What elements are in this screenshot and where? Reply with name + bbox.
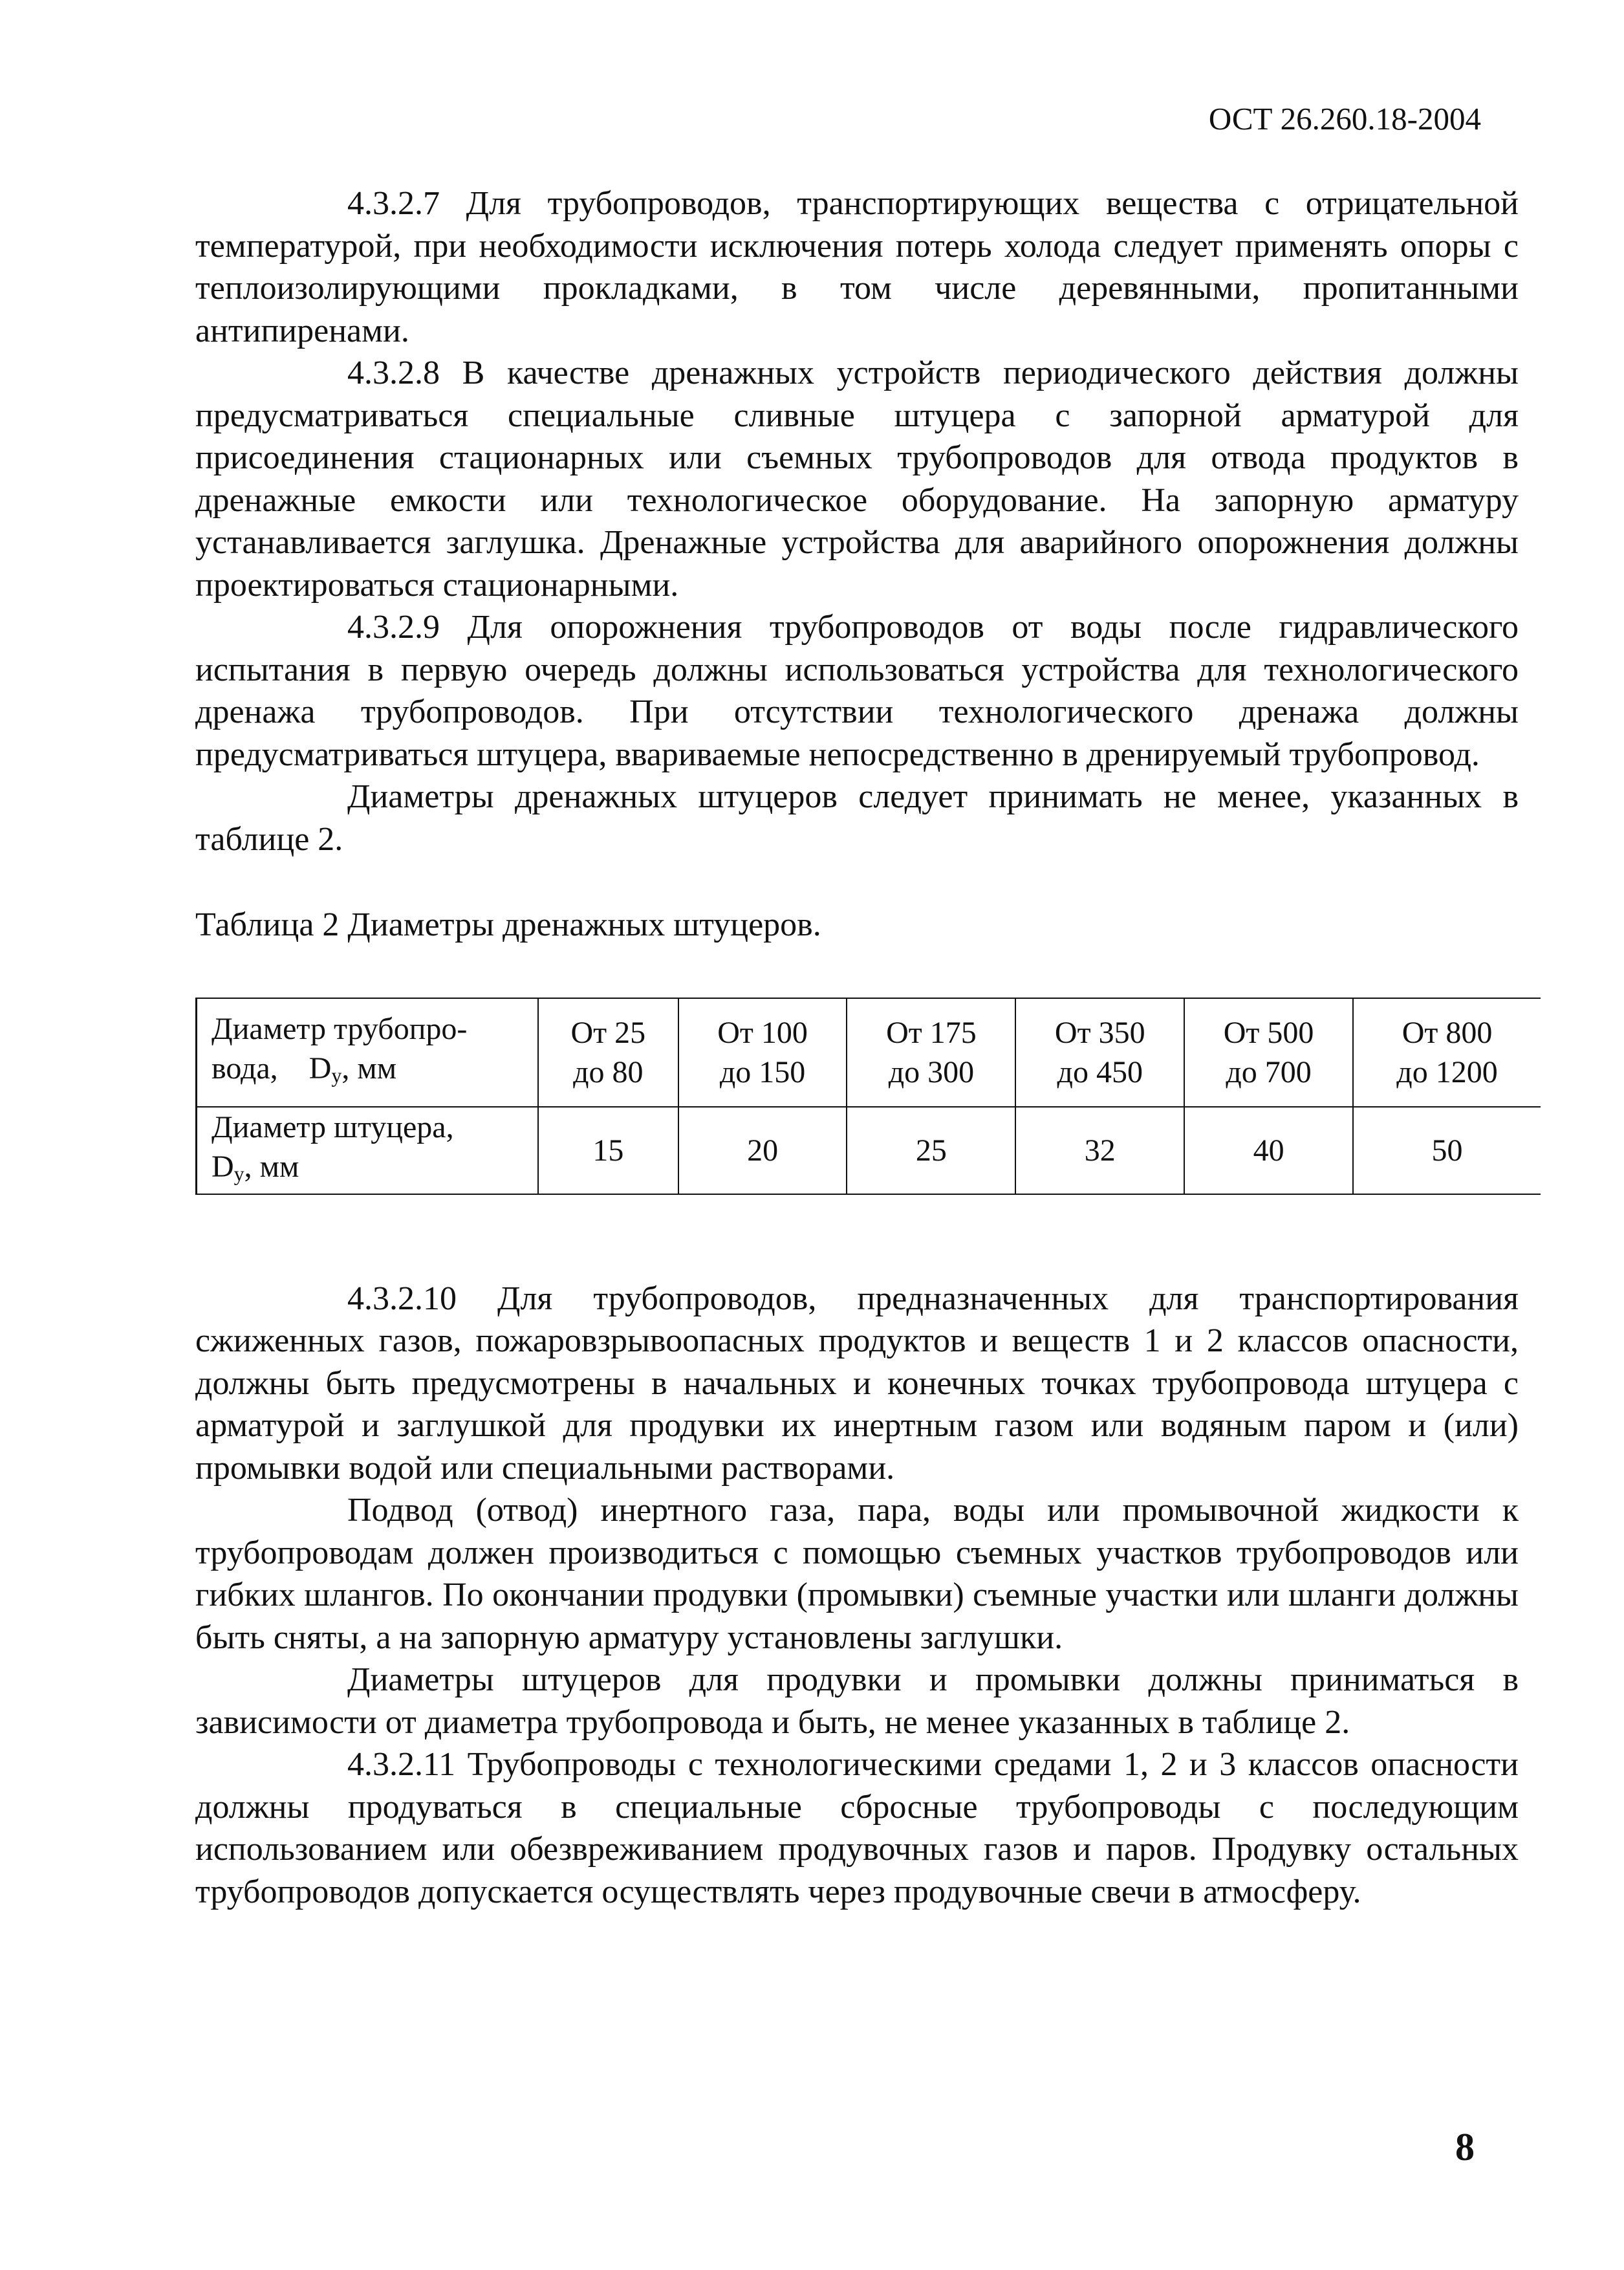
value-cell: 20 [678,1107,847,1194]
range-from: От 25 [570,1015,646,1050]
table-caption: Таблица 2 Диаметры дренажных штуцеров. [195,906,821,943]
row-label-text: вода, [211,1051,278,1086]
row-label-unit: , мм [244,1149,299,1184]
value-cell: 50 [1353,1107,1541,1194]
paragraph-4-3-2-10: 4.3.2.10 Для трубопроводов, предназначенных для транспортирования сжиженных газов, пожаровзрывоопасных продуктов и веществ 1 и 2 классов опасности, должны быть предусмотрены в начальных и конечных точках трубопровода штуцера с арматурой и заглушкой для продувки их инертным газом или водяным паром и (или) промывки водой или специальными растворами. [195,1280,1519,1487]
paragraph-4-3-2-7: 4.3.2.7 Для трубопроводов, транспортирующих вещества с отрицательной температурой, при необходимости исключения потерь холода следует применять опоры с теплоизолирующими прокладками, в том числе деревянными, пропитанными антипиренами. [195,185,1519,349]
range-cell [1015,998,1184,1107]
row-label-symbol: D [309,1051,332,1086]
range-cell [1353,998,1541,1107]
range-to: до 300 [888,1054,975,1089]
row-label-unit: , мм [341,1051,397,1086]
paragraph-inert-gas-supply: Подвод (отвод) инертного газа, пара, воды или промывочной жидкости к трубопроводам должен производиться с помощью съемных участков трубопроводов или гибких шлангов. По окончании продувки (промывки) съемные участки или шланги должны быть сняты, а на запорную арматуру установлены заглушки. [195,1492,1519,1656]
row-label-subscript: у [331,1064,342,1087]
value-cell: 25 [847,1107,1015,1194]
value-cell: 15 [538,1107,678,1194]
row-label-line-2 [211,1049,537,1095]
paragraph-purge-fitting-diameters: Диаметры штуцеров для продувки и промывки должны приниматься в зависимости от диаметра трубопровода и быть, не менее указанных в таблице 2. [195,1661,1519,1741]
range-from: От 175 [886,1015,977,1050]
range-from: От 500 [1223,1015,1314,1050]
row-label-subscript: у [233,1161,244,1185]
paragraph-4-3-2-11: 4.3.2.11 Трубопроводы с технологическими средами 1, 2 и 3 классов опасности должны продуваться в специальные сбросные трубопроводы с последующим использованием или обезвреживанием продувочных газов и паров. Продувку остальных трубопроводов допускается осуществлять через продувочные свечи в атмосферу. [195,1746,1519,1910]
range-from: От 800 [1402,1015,1493,1050]
row-label-pipe-diameter [197,998,539,1107]
row-label-symbol: D [211,1149,234,1184]
row-label-line-1: Диаметр штуцера, [211,1109,454,1144]
paragraph-drain-diameters: Диаметры дренажных штуцеров следует принимать не менее, указанных в таблице 2. [195,778,1519,858]
row-label-line-1: Диаметр трубопро- [211,1012,468,1046]
page-number: 8 [1455,2126,1475,2168]
range-from: От 100 [717,1015,808,1050]
document-code: ОСТ 26.260.18-2004 [1208,101,1481,136]
drain-diameter-table [195,998,1541,1195]
document-body [195,182,1519,1913]
range-cell [678,998,847,1107]
row-label-line-2 [211,1147,537,1194]
paragraph-4-3-2-8: 4.3.2.8 В качестве дренажных устройств периодического действия должны предусматриваться специальные сливные штуцера с запорной арматурой для присоединения стационарных или съемных трубопроводов для отвода продуктов в дренажные емкости или технологическое оборудование. На запорную арматуру устанавливается заглушка. Дренажные устройства для аварийного опорожнения должны проектироваться стационарными. [195,355,1519,604]
value-cell: 40 [1184,1107,1353,1194]
range-from: От 350 [1054,1015,1145,1050]
range-to: до 150 [719,1054,806,1089]
paragraph-4-3-2-9: 4.3.2.9 Для опорожнения трубопроводов от воды после гидравлического испытания в первую очередь должны использоваться устройства для технологического дренажа трубопроводов. При отсутствии технологического дренажа должны предусматриваться штуцера, ввариваемые непосредственно в дренируемый трубопровод. [195,609,1519,773]
range-to: до 1200 [1396,1054,1498,1089]
table-row-fitting-diameter [197,1107,1541,1194]
value-cell: 32 [1015,1107,1184,1194]
table-row-pipe-diameter [197,998,1541,1107]
row-label-fitting-diameter [197,1107,539,1194]
range-cell [538,998,678,1107]
range-to: до 80 [573,1054,644,1089]
range-cell [1184,998,1353,1107]
range-cell [847,998,1015,1107]
range-to: до 450 [1057,1054,1143,1089]
range-to: до 700 [1226,1054,1312,1089]
